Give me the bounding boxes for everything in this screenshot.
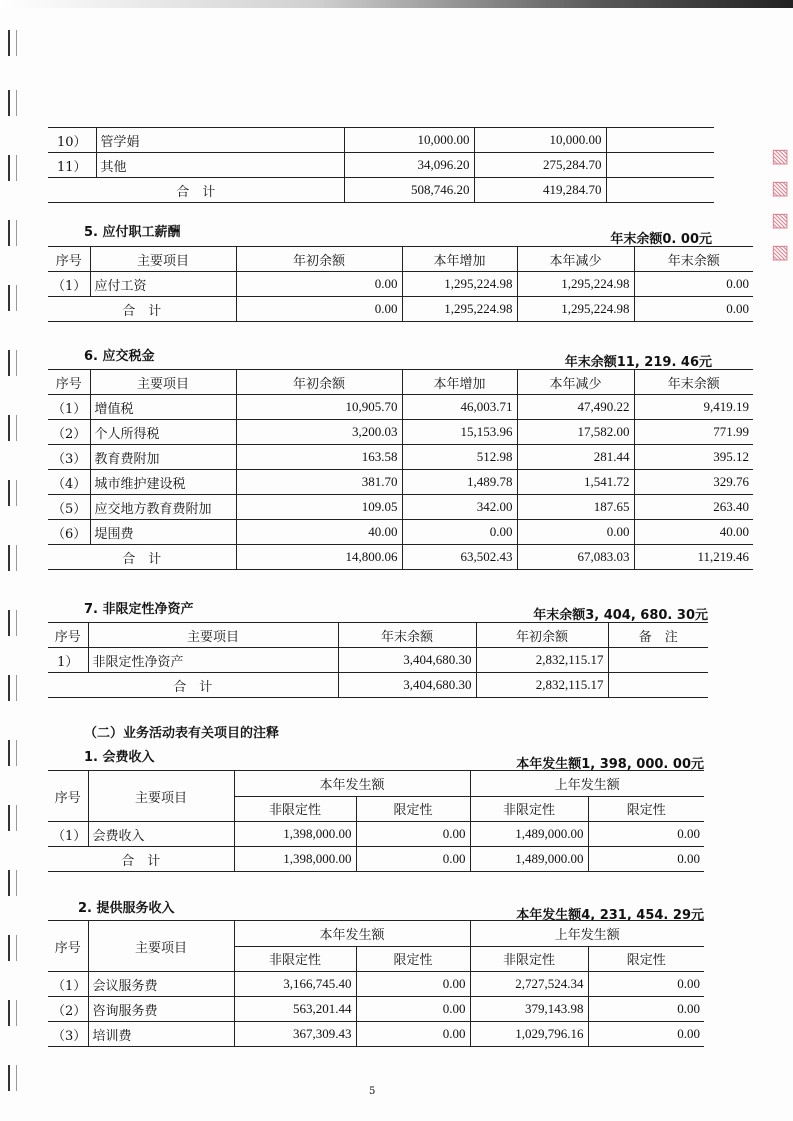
dec-cell: 1,295,224.98 [517,272,634,297]
col-header: 主要项目 [88,623,338,648]
col-group-header: 本年发生额 [234,771,470,797]
end-total: 0.00 [634,297,753,322]
total-row [48,545,753,570]
inc-cell: 46,003.71 [402,395,517,420]
seq-cell: （2） [48,420,90,445]
end-cell: 9,419.19 [634,395,753,420]
col-header: 非限定性 [234,796,356,822]
table-row [48,153,714,178]
begin-cell: 34,096.20 [344,153,474,178]
binding-holes [8,20,16,1110]
last-year-unrestricted: 2,727,524.34 [470,972,588,997]
begin-cell: 0.00 [236,272,402,297]
last-year-restricted: 0.00 [588,822,704,847]
col-group-header: 上年发生额 [470,921,704,947]
col-header: 非限定性 [234,946,356,972]
end-total: 3,404,680.30 [338,673,476,698]
last-year-restricted: 0.00 [588,997,704,1022]
dec-cell: 187.65 [517,495,634,520]
inc-cell: 0.00 [402,520,517,545]
total-row [48,673,708,698]
table-row [48,495,753,520]
receivables-continuation-table [48,127,714,203]
seq-cell: （1） [48,272,90,297]
item-cell: 会议服务费 [88,972,234,997]
col-header: 年末余额 [338,623,476,648]
header-row [48,921,704,947]
last-year-restricted: 0.00 [588,847,704,872]
payroll-table [48,246,753,322]
seq-cell: （2） [48,997,88,1022]
section2-title: （二）业务活动表有关项目的注释 [84,726,280,741]
item-cell: 增值税 [90,395,236,420]
total-label: 合 计 [48,673,338,698]
begin-cell: 40.00 [236,520,402,545]
col-header: 本年增加 [402,247,517,272]
table-row [48,997,704,1022]
col-header: 本年增加 [402,370,517,395]
col-header: 序号 [48,921,88,972]
begin-cell: 3,200.03 [236,420,402,445]
total-row [48,297,753,322]
note-cell [608,673,708,698]
red-seal-stamp: ▧ ▧ ▧ ▧ [771,145,789,263]
section-title-net-assets: 7. 非限定性净资产 [84,602,194,617]
this-year-restricted: 0.00 [356,972,470,997]
this-year-unrestricted: 563,201.44 [234,997,356,1022]
inc-total: 63,502.43 [402,545,517,570]
last-year-restricted: 0.00 [588,1022,704,1047]
header-row [48,771,704,797]
begin-cell: 163.58 [236,445,402,470]
last-year-restricted: 0.00 [588,972,704,997]
section-title-payroll: 5. 应付职工薪酬 [84,225,181,240]
table-row [48,272,753,297]
taxes-table [48,369,753,570]
total-row [48,178,714,203]
col-header: 序号 [48,771,88,822]
this-year-unrestricted: 1,398,000.00 [234,822,356,847]
item-cell: 应付工资 [90,272,236,297]
end-cell: 263.40 [634,495,753,520]
item-cell: 会费收入 [88,822,234,847]
col-header: 主要项目 [90,370,236,395]
table-row [48,470,753,495]
note-cell [608,648,708,673]
section-title-dues: 1. 会费收入 [84,750,155,765]
seq-cell: （4） [48,470,90,495]
services-summary: 本年发生额4, 231, 454. 29元 [516,908,704,923]
col-header: 限定性 [356,796,470,822]
col-header: 年初余额 [236,370,402,395]
inc-cell: 342.00 [402,495,517,520]
col-header: 主要项目 [88,771,234,822]
col-header: 年初余额 [476,623,608,648]
total-label: 合 计 [48,178,344,203]
table-row [48,445,753,470]
end-cell: 395.12 [634,445,753,470]
begin-cell: 2,832,115.17 [476,648,608,673]
col-header: 限定性 [356,946,470,972]
begin-cell: 10,905.70 [236,395,402,420]
item-cell: 非限定性净资产 [88,648,338,673]
inc-total: 1,295,224.98 [402,297,517,322]
col-header: 非限定性 [470,796,588,822]
dec-cell: 47,490.22 [517,395,634,420]
item-cell: 培训费 [88,1022,234,1047]
col-header: 序号 [48,370,90,395]
table-row [48,395,753,420]
seq-cell: 11） [48,153,96,178]
end-cell: 10,000.00 [474,128,606,153]
last-year-unrestricted: 1,489,000.00 [470,822,588,847]
this-year-unrestricted: 3,166,745.40 [234,972,356,997]
inc-cell: 15,153.96 [402,420,517,445]
page-number: 5 [369,1086,376,1097]
seq-cell: （6） [48,520,90,545]
dec-cell: 281.44 [517,445,634,470]
dec-total: 67,083.03 [517,545,634,570]
seq-cell: （1） [48,972,88,997]
item-cell: 应交地方教育费附加 [90,495,236,520]
dues-table [48,770,704,872]
dec-cell: 17,582.00 [517,420,634,445]
dues-summary: 本年发生额1, 398, 000. 00元 [516,757,704,772]
col-header: 序号 [48,247,90,272]
col-header: 非限定性 [470,946,588,972]
table-row [48,972,704,997]
section-title-taxes: 6. 应交税金 [84,349,155,364]
net-assets-summary: 年末余额3, 404, 680. 30元 [533,608,708,623]
table-row [48,1022,704,1047]
col-header: 主要项目 [88,921,234,972]
begin-total: 2,832,115.17 [476,673,608,698]
col-header: 年末余额 [634,370,753,395]
this-year-unrestricted: 367,309.43 [234,1022,356,1047]
item-cell: 堤围费 [90,520,236,545]
section-title-services: 2. 提供服务收入 [78,901,175,916]
col-header: 年末余额 [634,247,753,272]
item-cell: 其他 [96,153,344,178]
col-group-header: 本年发生额 [234,921,470,947]
table-row [48,520,753,545]
dec-cell: 0.00 [517,520,634,545]
header-row [48,623,708,648]
note-cell [606,178,714,203]
note-cell [606,153,714,178]
end-cell: 275,284.70 [474,153,606,178]
header-row [48,370,753,395]
end-total: 419,284.70 [474,178,606,203]
this-year-restricted: 0.00 [356,997,470,1022]
seq-cell: （3） [48,445,90,470]
note-cell [606,128,714,153]
col-header: 主要项目 [90,247,236,272]
item-cell: 管学娟 [96,128,344,153]
table-row [48,128,714,153]
this-year-unrestricted: 1,398,000.00 [234,847,356,872]
begin-total: 0.00 [236,297,402,322]
begin-total: 14,800.06 [236,545,402,570]
end-cell: 329.76 [634,470,753,495]
begin-cell: 109.05 [236,495,402,520]
table-row [48,420,753,445]
col-header: 限定性 [588,946,704,972]
this-year-restricted: 0.00 [356,822,470,847]
table-row [48,822,704,847]
total-label: 合 计 [48,545,236,570]
net-assets-table [48,622,708,698]
dec-total: 1,295,224.98 [517,297,634,322]
col-header: 本年减少 [517,247,634,272]
col-header: 备 注 [608,623,708,648]
last-year-unrestricted: 379,143.98 [470,997,588,1022]
seq-cell: （1） [48,822,88,847]
col-header: 年初余额 [236,247,402,272]
begin-total: 508,746.20 [344,178,474,203]
item-cell: 教育费附加 [90,445,236,470]
end-cell: 771.99 [634,420,753,445]
services-table [48,920,704,1047]
end-total: 11,219.46 [634,545,753,570]
last-year-unrestricted: 1,489,000.00 [470,847,588,872]
seq-cell: （1） [48,395,90,420]
begin-cell: 381.70 [236,470,402,495]
seq-cell: 1） [48,648,88,673]
scan-top-edge [0,0,793,8]
end-cell: 40.00 [634,520,753,545]
payroll-summary: 年末余额0. 00元 [610,232,712,247]
end-cell: 3,404,680.30 [338,648,476,673]
inc-cell: 1,489.78 [402,470,517,495]
col-header: 本年减少 [517,370,634,395]
dec-cell: 1,541.72 [517,470,634,495]
total-label: 合 计 [48,297,236,322]
total-row [48,847,704,872]
header-row [48,247,753,272]
inc-cell: 1,295,224.98 [402,272,517,297]
seq-cell: （3） [48,1022,88,1047]
this-year-restricted: 0.00 [356,1022,470,1047]
item-cell: 咨询服务费 [88,997,234,1022]
begin-cell: 10,000.00 [344,128,474,153]
col-header: 限定性 [588,796,704,822]
this-year-restricted: 0.00 [356,847,470,872]
col-header: 序号 [48,623,88,648]
item-cell: 个人所得税 [90,420,236,445]
table-row [48,648,708,673]
total-label: 合 计 [48,847,234,872]
end-cell: 0.00 [634,272,753,297]
last-year-unrestricted: 1,029,796.16 [470,1022,588,1047]
inc-cell: 512.98 [402,445,517,470]
seq-cell: 10） [48,128,96,153]
col-group-header: 上年发生额 [470,771,704,797]
taxes-summary: 年末余额11, 219. 46元 [564,355,712,370]
item-cell: 城市维护建设税 [90,470,236,495]
seq-cell: （5） [48,495,90,520]
